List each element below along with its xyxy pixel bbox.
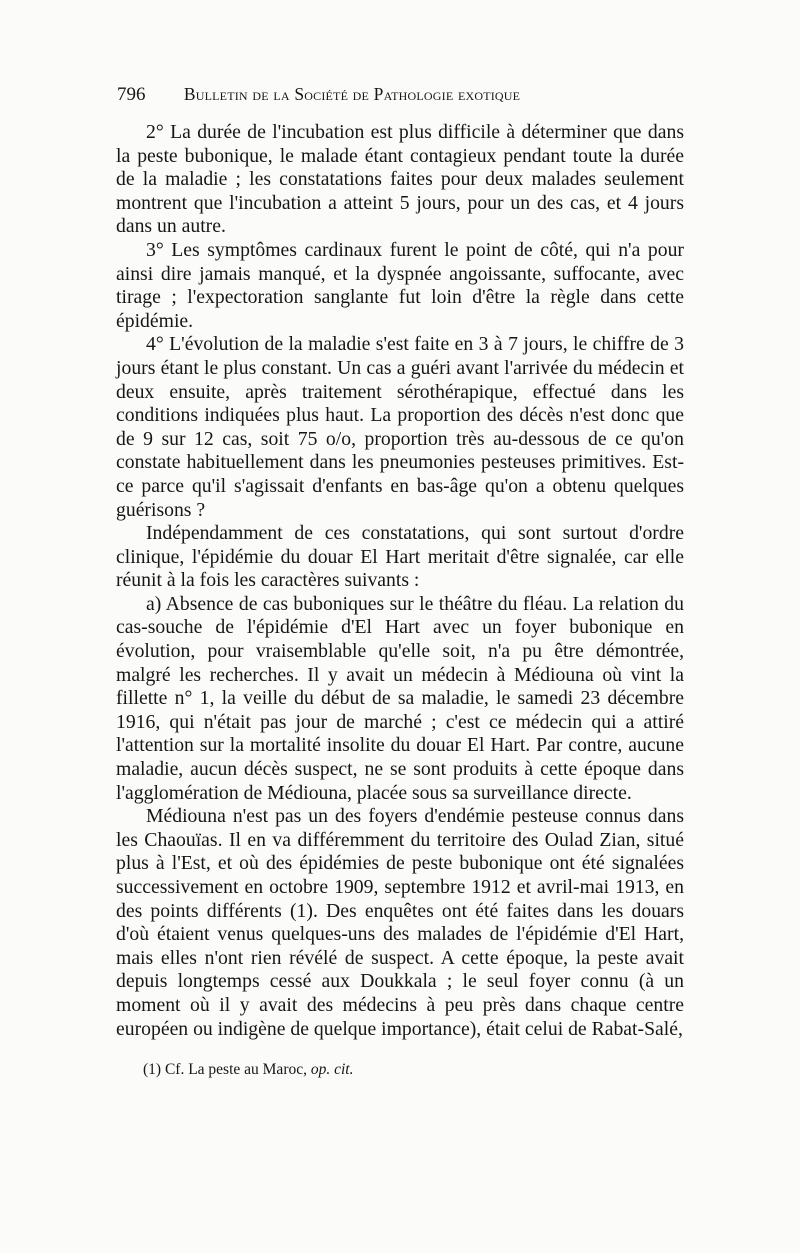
paragraph-mediouna: Médiouna n'est pas un des foyers d'endémie pesteuse connus dans les Chaouïas. Il en va différemment du territoire des Oulad Zian, situé plus à l'Est, et où des épidémies de peste bubonique ont été signalées successivement en octobre 1909, septembre 1912 et avril-mai 1913, en des points différents (1). Des enquêtes ont été faites dans les douars d'où étaient venus quelques-uns des malades de l'épidémie d'El Hart, mais elles n'ont rien révélé de suspect. A cette époque, la peste avait depuis longtemps cessé aux Doukkala ; le seul foyer connu (à un moment où il y avait des médecins à peu près dans chaque centre européen ou indigène de quelque importance), était celui de Rabat-Salé, <box>116 805 684 1040</box>
running-title: Bulletin de la Société de Pathologie exotique <box>183 84 521 104</box>
paragraph-incubation: 2° La durée de l'incubation est plus difficile à déterminer que dans la peste bubonique, le malade étant contagieux pendant toute la durée de la maladie ; les constatations faites pour deux malades seulement montrent que l'incubation a atteint 5 jours, pour un des cas, et 4 jours dans un autre. <box>116 121 684 238</box>
footnote-ref: op. cit. <box>310 1061 354 1078</box>
footnote-marker: (1) <box>143 1061 162 1078</box>
page-number: 796 <box>117 84 146 105</box>
paragraph-evolution: 4° L'évolution de la maladie s'est faite en 3 à 7 jours, le chiffre de 3 jours étant le plus constant. Un cas a guéri avant l'arrivée du médecin et deux ensuite, après traitement sérothérapique, effectué dans les conditions indiquées plus haut. La proportion des décès n'est donc que de 9 sur 12 cas, soit 75 o/o, proportion très au-dessous de ce qu'on constate habituellement dans les pneumonies pesteuses primitives. Est-ce parce qu'il s'agissait d'enfants en bas-âge qu'on a obtenu quelques guérisons ? <box>116 333 684 521</box>
body-text <box>116 121 684 1041</box>
paragraph-independently: Indépendamment de ces constatations, qui sont surtout d'ordre clinique, l'épidémie du douar El Hart meritait d'être signalée, car elle réunit à la fois les caractères suivants : <box>116 522 684 592</box>
running-header <box>117 84 622 106</box>
paragraph-absence-bubonic: a) Absence de cas buboniques sur le théâtre du fléau. La relation du cas-souche de l'épidémie d'El Hart avec un foyer bubonique en évolution, pour vraisemblable qu'elle soit, n'a pu être démontrée, malgré les recherches. Il y avait un médecin à Médiouna où vint la fillette n° 1, la veille du début de sa maladie, le samedi 23 décembre 1916, qui n'était pas jour de marché ; c'est ce médecin qui a attiré l'attention sur la mortalité insolite du douar El Hart. Par contre, aucune maladie, aucun décès suspect, ne se sont produits à cette époque dans l'agglomération de Médiouna, placée sous sa surveillance directe. <box>116 592 684 804</box>
footnote <box>143 1061 353 1079</box>
footnote-text: Cf. La peste au Maroc, <box>164 1061 307 1078</box>
paragraph-symptoms: 3° Les symptômes cardinaux furent le point de côté, qui n'a pour ainsi dire jamais manqué, et la dyspnée angoissante, suffocante, avec tirage ; l'expectoration sanglante fut loin d'être la règle dans cette épidémie. <box>116 238 684 332</box>
